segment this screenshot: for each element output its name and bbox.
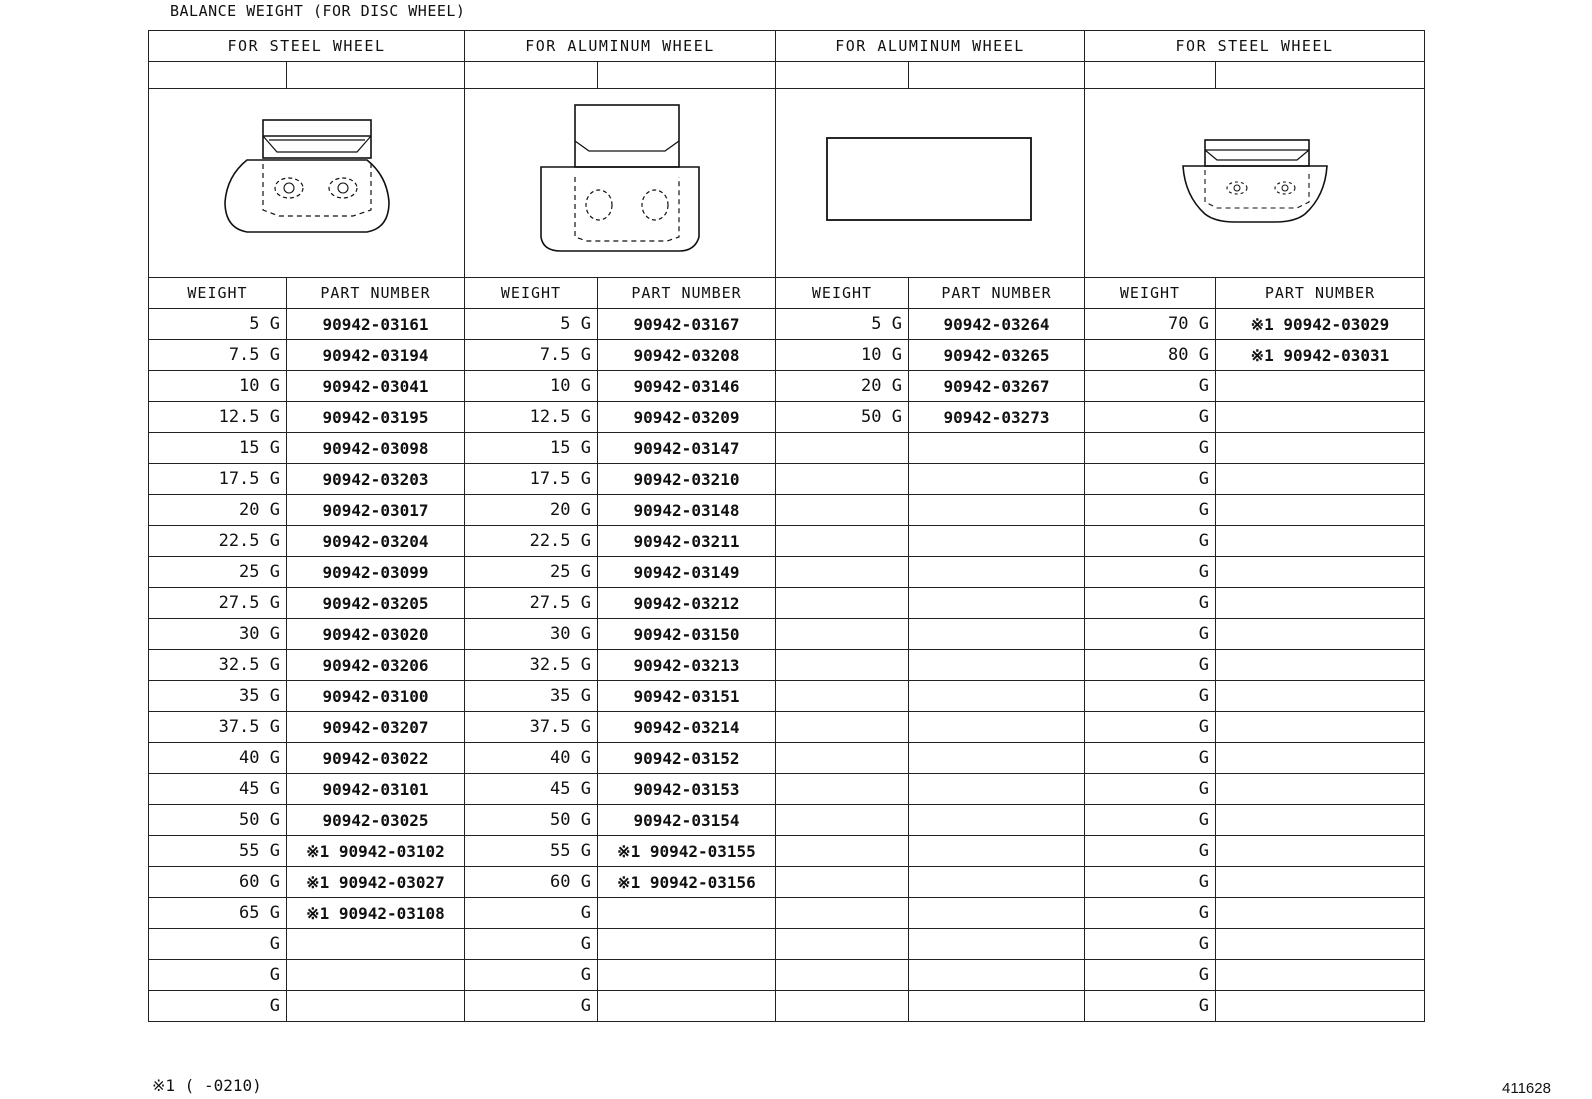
part-number-cell: [598, 960, 776, 991]
part-number-cell: [909, 991, 1085, 1022]
part-number-column-header: PART NUMBER: [909, 278, 1085, 309]
weight-cell: [776, 867, 909, 898]
weight-cell: [776, 960, 909, 991]
table-row: [149, 898, 1425, 929]
weight-cell: [776, 588, 909, 619]
illustration-cell-aluminum-2: [776, 89, 1085, 278]
part-number-column-header: PART NUMBER: [1216, 278, 1425, 309]
weight-cell: 5 G: [149, 309, 287, 340]
weight-cell: 30 G: [465, 619, 598, 650]
weight-cell: 35 G: [465, 681, 598, 712]
part-number-cell: [1216, 681, 1425, 712]
weight-cell: 20 G: [776, 371, 909, 402]
part-number-cell: ※1 90942-03102: [287, 836, 465, 867]
part-number-cell: 90942-03194: [287, 340, 465, 371]
weight-cell: G: [149, 960, 287, 991]
weight-cell: 12.5 G: [149, 402, 287, 433]
part-number-cell: ※1 90942-03156: [598, 867, 776, 898]
part-number-cell: [287, 991, 465, 1022]
part-number-cell: [909, 526, 1085, 557]
part-number-cell: [1216, 898, 1425, 929]
part-number-cell: [287, 960, 465, 991]
footnote: ※1 ( -0210): [152, 1076, 262, 1095]
weight-cell: G: [1085, 402, 1216, 433]
table-row: [149, 867, 1425, 898]
group-header-steel-1: FOR STEEL WHEEL: [149, 31, 465, 62]
table-row: [149, 371, 1425, 402]
part-number-cell: 90942-03205: [287, 588, 465, 619]
part-number-cell: 90942-03149: [598, 557, 776, 588]
weight-cell: G: [1085, 991, 1216, 1022]
table-row: [149, 464, 1425, 495]
weight-cell: 22.5 G: [465, 526, 598, 557]
part-number-cell: 90942-03022: [287, 743, 465, 774]
table-row: [149, 805, 1425, 836]
weight-cell: G: [1085, 495, 1216, 526]
part-number-cell: [909, 681, 1085, 712]
weight-cell: [776, 836, 909, 867]
part-number-cell: 90942-03153: [598, 774, 776, 805]
table-row: [149, 340, 1425, 371]
part-number-cell: 90942-03020: [287, 619, 465, 650]
weight-cell: 7.5 G: [149, 340, 287, 371]
part-number-cell: 90942-03213: [598, 650, 776, 681]
weight-cell: 60 G: [465, 867, 598, 898]
weight-cell: 20 G: [149, 495, 287, 526]
table-row: [149, 650, 1425, 681]
part-number-cell: [909, 650, 1085, 681]
part-number-cell: [909, 557, 1085, 588]
table-row: [149, 495, 1425, 526]
weight-cell: 45 G: [465, 774, 598, 805]
part-number-cell: 90942-03151: [598, 681, 776, 712]
part-number-cell: [909, 836, 1085, 867]
part-number-cell: [909, 495, 1085, 526]
group-header-steel-2: FOR STEEL WHEEL: [1085, 31, 1425, 62]
part-number-cell: [1216, 433, 1425, 464]
illustration-cell-steel-1: [149, 89, 465, 278]
part-number-cell: [1216, 805, 1425, 836]
weight-cell: G: [465, 960, 598, 991]
weight-cell: G: [1085, 371, 1216, 402]
part-number-cell: 90942-03154: [598, 805, 776, 836]
part-number-cell: [909, 774, 1085, 805]
aluminum-clip-weight-icon: [535, 101, 705, 261]
weight-cell: [776, 526, 909, 557]
table-row: [149, 960, 1425, 991]
part-number-cell: [1216, 371, 1425, 402]
part-number-column-header: PART NUMBER: [287, 278, 465, 309]
weight-cell: 35 G: [149, 681, 287, 712]
weight-cell: G: [1085, 464, 1216, 495]
weight-cell: [776, 495, 909, 526]
part-number-cell: 90942-03147: [598, 433, 776, 464]
adhesive-weight-icon: [825, 136, 1035, 226]
part-number-cell: 90942-03264: [909, 309, 1085, 340]
part-number-cell: [909, 805, 1085, 836]
part-number-cell: 90942-03017: [287, 495, 465, 526]
weight-cell: G: [1085, 960, 1216, 991]
part-number-cell: ※1 90942-03029: [1216, 309, 1425, 340]
weight-cell: 27.5 G: [149, 588, 287, 619]
table-row: [149, 557, 1425, 588]
part-number-cell: [909, 867, 1085, 898]
part-number-cell: 90942-03041: [287, 371, 465, 402]
part-number-cell: 90942-03099: [287, 557, 465, 588]
part-number-cell: [1216, 991, 1425, 1022]
part-number-cell: 90942-03265: [909, 340, 1085, 371]
weight-cell: 15 G: [149, 433, 287, 464]
blank-cell: [909, 62, 1085, 89]
table-row: [149, 526, 1425, 557]
weight-cell: 25 G: [465, 557, 598, 588]
part-number-cell: [909, 960, 1085, 991]
part-number-cell: [1216, 929, 1425, 960]
weight-cell: 32.5 G: [149, 650, 287, 681]
blank-cell: [149, 62, 287, 89]
weight-cell: G: [1085, 619, 1216, 650]
weight-cell: [776, 464, 909, 495]
weight-cell: [776, 898, 909, 929]
part-number-cell: 90942-03146: [598, 371, 776, 402]
weight-cell: 80 G: [1085, 340, 1216, 371]
weight-cell: G: [1085, 712, 1216, 743]
part-number-cell: [1216, 526, 1425, 557]
part-number-cell: 90942-03148: [598, 495, 776, 526]
weight-cell: G: [465, 991, 598, 1022]
part-number-cell: [1216, 774, 1425, 805]
blank-cell: [598, 62, 776, 89]
part-number-cell: [1216, 557, 1425, 588]
weight-cell: 25 G: [149, 557, 287, 588]
weight-cell: 12.5 G: [465, 402, 598, 433]
part-number-cell: [909, 619, 1085, 650]
weight-cell: 27.5 G: [465, 588, 598, 619]
weight-cell: [776, 712, 909, 743]
part-number-cell: 90942-03209: [598, 402, 776, 433]
document-title: BALANCE WEIGHT (FOR DISC WHEEL): [170, 2, 466, 20]
weight-cell: 65 G: [149, 898, 287, 929]
part-number-cell: [1216, 836, 1425, 867]
part-number-cell: 90942-03212: [598, 588, 776, 619]
weight-cell: 50 G: [465, 805, 598, 836]
column-header-row: [149, 278, 1425, 309]
part-number-cell: ※1 90942-03027: [287, 867, 465, 898]
part-number-cell: 90942-03208: [598, 340, 776, 371]
part-number-cell: [1216, 867, 1425, 898]
blank-cell: [287, 62, 465, 89]
part-number-cell: 90942-03150: [598, 619, 776, 650]
table-row: [149, 402, 1425, 433]
table-row: [149, 991, 1425, 1022]
weight-cell: G: [1085, 743, 1216, 774]
table-row: [149, 588, 1425, 619]
weight-cell: G: [149, 991, 287, 1022]
table-row: [149, 929, 1425, 960]
part-number-cell: 90942-03098: [287, 433, 465, 464]
part-number-cell: 90942-03273: [909, 402, 1085, 433]
part-number-cell: 90942-03210: [598, 464, 776, 495]
weight-cell: G: [1085, 774, 1216, 805]
part-number-cell: 90942-03152: [598, 743, 776, 774]
part-number-cell: [1216, 712, 1425, 743]
weight-cell: 40 G: [149, 743, 287, 774]
part-number-cell: [909, 929, 1085, 960]
part-number-cell: 90942-03167: [598, 309, 776, 340]
part-number-cell: 90942-03101: [287, 774, 465, 805]
part-number-cell: 90942-03203: [287, 464, 465, 495]
weight-cell: 45 G: [149, 774, 287, 805]
part-number-cell: [1216, 588, 1425, 619]
part-number-cell: [1216, 650, 1425, 681]
weight-cell: G: [465, 929, 598, 960]
table-row: [149, 743, 1425, 774]
part-number-cell: ※1 90942-03155: [598, 836, 776, 867]
weight-cell: G: [1085, 898, 1216, 929]
weight-cell: 37.5 G: [149, 712, 287, 743]
part-number-cell: 90942-03267: [909, 371, 1085, 402]
part-number-cell: [1216, 619, 1425, 650]
weight-cell: 17.5 G: [465, 464, 598, 495]
part-number-cell: 90942-03100: [287, 681, 465, 712]
weight-cell: 22.5 G: [149, 526, 287, 557]
part-number-cell: [909, 898, 1085, 929]
part-number-cell: [1216, 495, 1425, 526]
weight-cell: 32.5 G: [465, 650, 598, 681]
weight-column-header: WEIGHT: [1085, 278, 1216, 309]
table-row: [149, 619, 1425, 650]
part-number-cell: [909, 712, 1085, 743]
part-number-cell: 90942-03025: [287, 805, 465, 836]
part-number-cell: ※1 90942-03108: [287, 898, 465, 929]
weight-cell: G: [1085, 433, 1216, 464]
weight-cell: G: [1085, 526, 1216, 557]
weight-cell: 10 G: [149, 371, 287, 402]
part-number-cell: [598, 991, 776, 1022]
document-id: 411628: [1502, 1080, 1551, 1097]
weight-cell: G: [149, 929, 287, 960]
weight-cell: 20 G: [465, 495, 598, 526]
part-number-column-header: PART NUMBER: [598, 278, 776, 309]
weight-cell: G: [1085, 805, 1216, 836]
weight-cell: 10 G: [776, 340, 909, 371]
weight-cell: 7.5 G: [465, 340, 598, 371]
weight-cell: 5 G: [465, 309, 598, 340]
part-number-cell: 90942-03204: [287, 526, 465, 557]
blank-row: [149, 62, 1425, 89]
small-steel-clip-weight-icon: [1175, 136, 1335, 226]
table-row: [149, 681, 1425, 712]
weight-cell: [776, 774, 909, 805]
part-number-cell: [909, 464, 1085, 495]
weight-cell: 55 G: [465, 836, 598, 867]
part-number-cell: ※1 90942-03031: [1216, 340, 1425, 371]
weight-cell: G: [1085, 650, 1216, 681]
part-number-cell: [287, 929, 465, 960]
weight-cell: 70 G: [1085, 309, 1216, 340]
part-number-cell: [598, 898, 776, 929]
table-row: [149, 712, 1425, 743]
weight-cell: 15 G: [465, 433, 598, 464]
weight-cell: 60 G: [149, 867, 287, 898]
part-number-cell: 90942-03214: [598, 712, 776, 743]
weight-cell: 17.5 G: [149, 464, 287, 495]
weight-column-header: WEIGHT: [465, 278, 598, 309]
table-row: [149, 433, 1425, 464]
weight-column-header: WEIGHT: [149, 278, 287, 309]
table-body: [149, 309, 1425, 1022]
part-number-cell: 90942-03207: [287, 712, 465, 743]
part-number-cell: [909, 433, 1085, 464]
blank-cell: [1085, 62, 1216, 89]
weight-cell: [776, 681, 909, 712]
part-number-cell: 90942-03161: [287, 309, 465, 340]
part-number-cell: [598, 929, 776, 960]
weight-cell: 30 G: [149, 619, 287, 650]
group-header-aluminum-1: FOR ALUMINUM WHEEL: [465, 31, 776, 62]
weight-cell: 40 G: [465, 743, 598, 774]
weight-cell: 37.5 G: [465, 712, 598, 743]
table-row: [149, 774, 1425, 805]
illustration-row: [149, 89, 1425, 278]
weight-cell: G: [1085, 557, 1216, 588]
weight-cell: G: [1085, 929, 1216, 960]
weight-cell: G: [1085, 681, 1216, 712]
part-number-cell: [909, 588, 1085, 619]
blank-cell: [1216, 62, 1425, 89]
weight-cell: 55 G: [149, 836, 287, 867]
weight-cell: G: [465, 898, 598, 929]
weight-column-header: WEIGHT: [776, 278, 909, 309]
group-header-row: [149, 31, 1425, 62]
weight-cell: [776, 805, 909, 836]
weight-cell: [776, 743, 909, 774]
illustration-cell-steel-2: [1085, 89, 1425, 278]
group-header-aluminum-2: FOR ALUMINUM WHEEL: [776, 31, 1085, 62]
weight-cell: G: [1085, 588, 1216, 619]
blank-cell: [776, 62, 909, 89]
weight-cell: 50 G: [776, 402, 909, 433]
weight-cell: [776, 433, 909, 464]
illustration-cell-aluminum-1: [465, 89, 776, 278]
weight-cell: [776, 929, 909, 960]
part-number-cell: [1216, 464, 1425, 495]
weight-cell: G: [1085, 836, 1216, 867]
part-number-cell: [1216, 743, 1425, 774]
weight-cell: G: [1085, 867, 1216, 898]
table-row: [149, 309, 1425, 340]
part-number-cell: [1216, 402, 1425, 433]
steel-clip-weight-icon: [207, 116, 407, 246]
part-number-cell: 90942-03206: [287, 650, 465, 681]
part-number-cell: [1216, 960, 1425, 991]
weight-cell: 50 G: [149, 805, 287, 836]
part-number-cell: [909, 743, 1085, 774]
part-number-cell: 90942-03211: [598, 526, 776, 557]
blank-cell: [465, 62, 598, 89]
weight-cell: 10 G: [465, 371, 598, 402]
part-number-cell: 90942-03195: [287, 402, 465, 433]
weight-cell: 5 G: [776, 309, 909, 340]
weight-cell: [776, 619, 909, 650]
weight-cell: [776, 557, 909, 588]
weight-cell: [776, 650, 909, 681]
table-row: [149, 836, 1425, 867]
weight-cell: [776, 991, 909, 1022]
balance-weight-table: [148, 30, 1425, 1022]
